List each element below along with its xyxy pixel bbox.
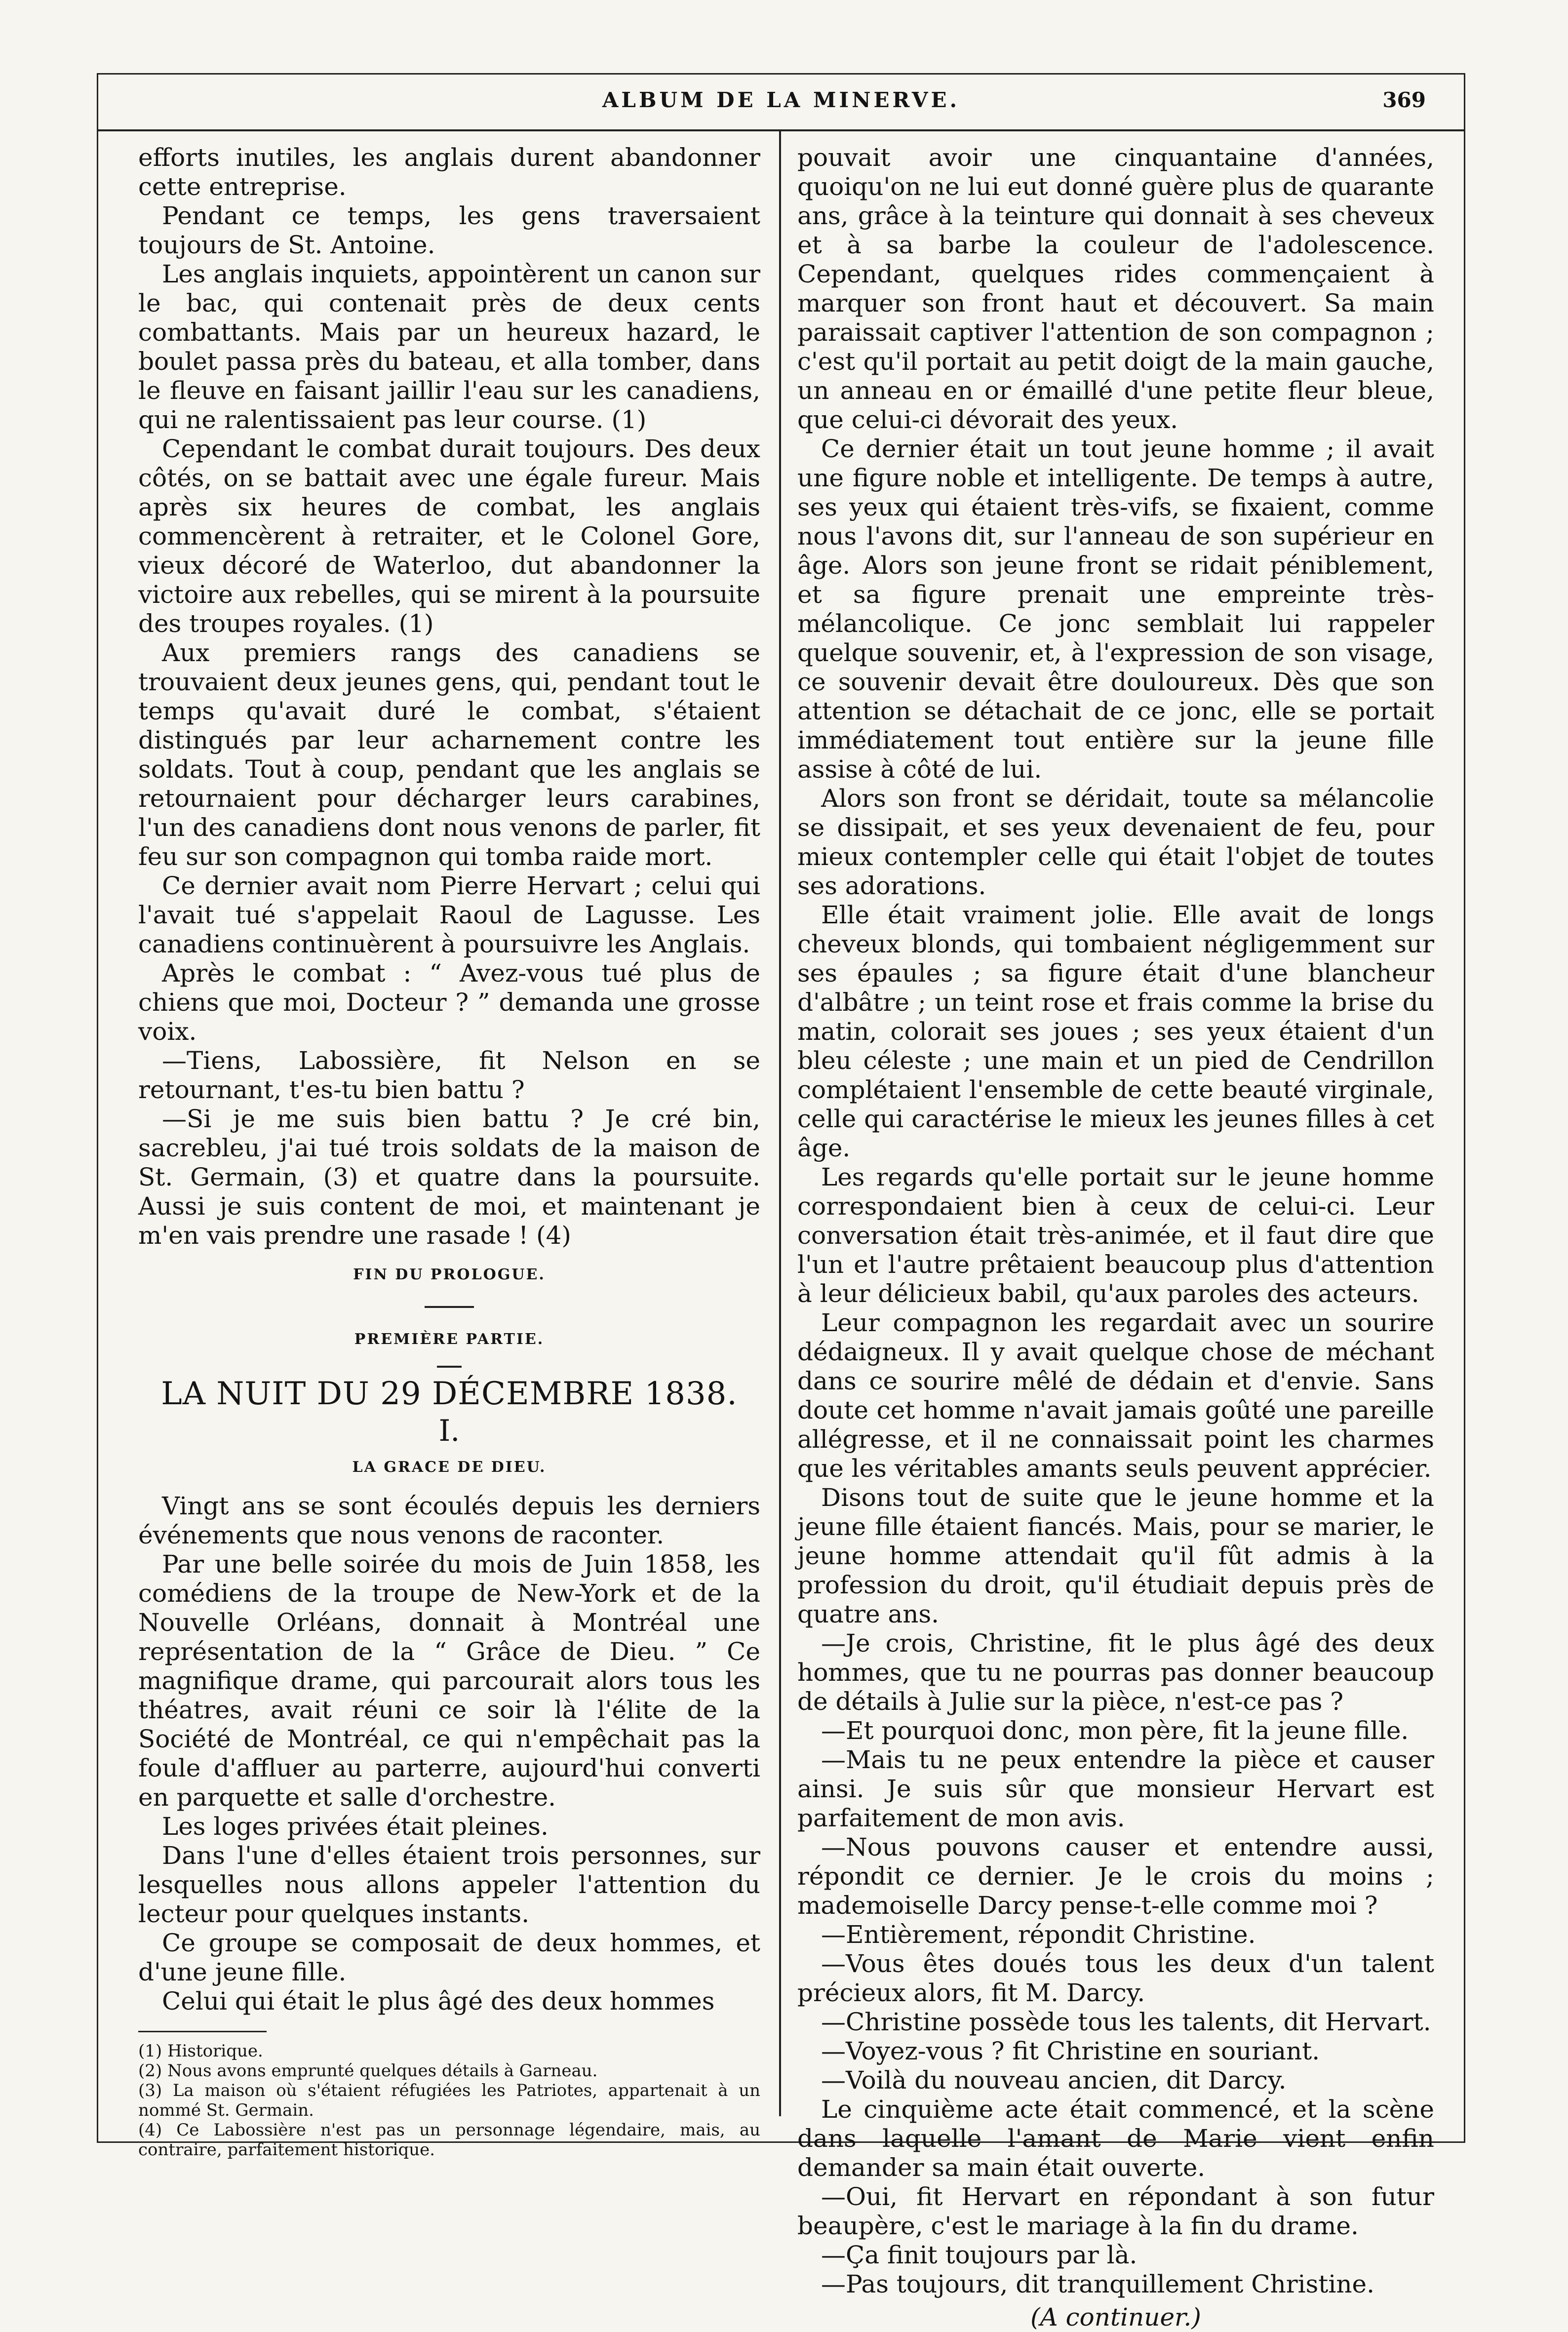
continuation-note: (A continuer.) — [1030, 2303, 1201, 2332]
paragraph: —Voyez-vous ? fit Christine en souriant. — [821, 2037, 1320, 2065]
fin-prologue-label: FIN DU PROLOGUE. — [353, 1266, 546, 1283]
paragraph: Alors son front se déridait, toute sa mélancolie se dissipait, et ses yeux devenaient de feu, pour mieux contempler celle qui était l'objet de toutes ses adorations. — [797, 784, 1434, 900]
paragraph: Elle était vraiment jolie. Elle avait de longs cheveux blonds, qui tombaient négligemment sur ses épaules ; sa figure était d'une blancheur d'albâtre ; un teint rose et frais comme la brise du matin, colorait ses joues ; ses yeux étaient d'un bleu céleste ; une main et un pied de Cendrillon complétaient l'ensemble de cette beauté virginale, celle qui caractérise le mieux les jeunes filles à cet âge. — [797, 901, 1434, 1162]
footnotes — [138, 2041, 760, 2160]
paragraph: —Tiens, Labossière, fit Nelson en se retournant, t'es-tu bien battu ? — [138, 1046, 760, 1104]
footnote: (4) Ce Labossière n'est pas un personnage légendaire, mais, au contraire, parfaitement historique. — [138, 2120, 760, 2160]
paragraph: —Vous êtes doués tous les deux d'un talent précieux alors, fit M. Darcy. — [797, 1949, 1434, 2007]
paragraph: Ce groupe se composait de deux hommes, et d'une jeune fille. — [138, 1929, 760, 1986]
right-paragraphs — [797, 143, 1434, 2299]
paragraph: —Christine possède tous les talents, dit Hervart. — [821, 2008, 1431, 2036]
page-header — [97, 73, 1465, 131]
chapter-number: I. — [438, 1414, 460, 1448]
paragraph: Aux premiers rangs des canadiens se trouvaient deux jeunes gens, qui, pendant tout le temps qu'avait duré le combat, s'étaient distingués par leur acharnement contre les soldats. Tout à coup, pendant que les anglais se retournaient pour décharger leurs carabines, l'un des canadiens dont nous venons de parler, fit feu sur son compagnon qui tomba raide mort. — [138, 638, 760, 871]
page-number: 369 — [1382, 88, 1426, 112]
paragraph: Par une belle soirée du mois de Juin 1858, les comédiens de la troupe de New-York et de la Nouvelle Orléans, donnait à Montréal une représentation de la “ Grâce de Dieu. ” Ce magnifique drame, qui parcourait alors tous les théatres, avait réuni ce soir là l'élite de la Société de Montréal, ce qui n'empêchait pas la foule d'affluer au parterre, aujourd'hui converti en parquette et salle d'orchestre. — [138, 1550, 760, 1812]
paragraph: —Nous pouvons causer et entendre aussi, répondit ce dernier. Je le crois du moins ; mademoiselle Darcy pense-t-elle comme moi ? — [797, 1833, 1434, 1920]
paragraph: Après le combat : “ Avez-vous tué plus de chiens que moi, Docteur ? ” demanda une grosse voix. — [138, 959, 760, 1046]
paragraph: —Entièrement, répondit Christine. — [821, 1920, 1256, 1949]
footnote: (1) Historique. — [138, 2041, 263, 2061]
left-paragraphs-chapter — [138, 1492, 760, 2016]
paragraph: —Ça finit toujours par là. — [821, 2241, 1137, 2269]
footnote: (2) Nous avons emprunté quelques détails à Garneau. — [138, 2061, 598, 2081]
left-paragraphs-prologue — [138, 143, 760, 1250]
part-title: LA NUIT DU 29 DÉCEMBRE 1838. — [161, 1376, 738, 1412]
chapter-title: LA GRACE DE DIEU. — [352, 1459, 547, 1476]
section-rule — [425, 1306, 474, 1308]
column-divider — [779, 131, 781, 2116]
paragraph: Celui qui était le plus âgé des deux hommes — [162, 1987, 715, 2016]
footnote-rule — [138, 2031, 267, 2032]
paragraph: Les regards qu'elle portait sur le jeune homme correspondaient bien à ceux de celui-ci. Leur conversation était très-animée, et il faut dire que l'un et l'autre prêtaient beaucoup plus d'attention à leur délicieux babil, qu'aux paroles des acteurs. — [797, 1163, 1434, 1308]
paragraph: Les loges privées était pleines. — [162, 1812, 549, 1841]
paragraph: Pendant ce temps, les gens traversaient toujours de St. Antoine. — [138, 201, 760, 259]
footnote: (3) La maison où s'étaient réfugiées les Patriotes, appartenait à un nommé St. Germain. — [138, 2081, 760, 2120]
small-rule — [437, 1366, 462, 1368]
paragraph: Disons tout de suite que le jeune homme et la jeune fille étaient fiancés. Mais, pour se marier, le jeune homme attendait qu'il fût admis à la profession du droit, qu'il étudiait depuis près de quatre ans. — [797, 1483, 1434, 1628]
paragraph: —Et pourquoi donc, mon père, fit la jeune fille. — [821, 1716, 1409, 1745]
paragraph: efforts inutiles, les anglais durent abandonner cette entreprise. — [138, 143, 760, 201]
paragraph: Cependant le combat durait toujours. Des deux côtés, on se battait avec une égale fureur. Mais après six heures de combat, les anglais commencèrent à retraiter, et le Colonel Gore, vieux décoré de Waterloo, dut abandonner la victoire aux rebelles, qui se mirent à la poursuite des troupes royales. (1) — [138, 435, 760, 638]
paragraph: Vingt ans se sont écoulés depuis les derniers événements que nous venons de raconter. — [138, 1492, 760, 1549]
paragraph: Dans l'une d'elles étaient trois personnes, sur lesquelles nous allons appeler l'attention du lecteur pour quelques instants. — [138, 1841, 760, 1928]
paragraph: pouvait avoir une cinquantaine d'années, quoiqu'on ne lui eut donné guère plus de quarante ans, grâce à la teinture qui donnait à ses cheveux et à sa barbe la couleur de l'adolescence. Cependant, quelques rides commençaient à marquer son front haut et découvert. Sa main paraissait captiver l'attention de son compagnon ; c'est qu'il portait au petit doigt de la main gauche, un anneau en or émaillé d'une petite fleur bleue, que celui-ci dévorait des yeux. — [797, 143, 1434, 434]
paragraph: Ce dernier avait nom Pierre Hervart ; celui qui l'avait tué s'appelait Raoul de Lagusse. Les canadiens continuèrent à poursuivre les Anglais. — [138, 871, 760, 958]
paragraph: —Pas toujours, dit tranquillement Christine. — [821, 2270, 1375, 2298]
paragraph: —Si je me suis bien battu ? Je cré bin, sacrebleu, j'ai tué trois soldats de la maison de St. Germain, (3) et quatre dans la poursuite. Aussi je suis content de moi, et maintenant je m'en vais prendre une rasade ! (4) — [138, 1105, 760, 1250]
paragraph: —Je crois, Christine, fit le plus âgé des deux hommes, que tu ne pourras pas donner beaucoup de détails à Julie sur la pièce, n'est-ce pas ? — [797, 1629, 1434, 1716]
right-column — [797, 143, 1434, 2332]
paragraph: Leur compagnon les regardait avec un sourire dédaigneux. Il y avait quelque chose de méchant dans ce sourire mêlé de dédain et d'envie. Sans doute cet homme n'avait jamais goûté une pareille allégresse, et il ne connaissait point les charmes que les véritables amants seuls peuvent apprécier. — [797, 1308, 1434, 1483]
left-column — [138, 143, 760, 2160]
paragraph: Les anglais inquiets, appointèrent un canon sur le bac, qui contenait près de deux cents combattants. Mais par un heureux hazard, le boulet passa près du bateau, et alla tomber, dans le fleuve en faisant jaillir l'eau sur les canadiens, qui ne ralentissaient pas leur course. (1) — [138, 260, 760, 434]
paragraph: Le cinquième acte était commencé, et la scène dans laquelle l'amant de Marie vient enfin demander sa main était ouverte. — [797, 2095, 1434, 2182]
premiere-partie-label: PREMIÈRE PARTIE. — [354, 1331, 545, 1348]
paragraph: —Oui, fit Hervart en répondant à son futur beaupère, c'est le mariage à la fin du drame. — [797, 2182, 1434, 2240]
paragraph: —Voilà du nouveau ancien, dit Darcy. — [821, 2066, 1287, 2095]
header-title: ALBUM DE LA MINERVE. — [602, 88, 960, 112]
paragraph: Ce dernier était un tout jeune homme ; il avait une figure noble et intelligente. De temps à autre, ses yeux qui étaient très-vifs, se fixaient, comme nous l'avons dit, sur l'anneau de son supérieur en âge. Alors son jeune front se ridait péniblement, et sa figure prenait une empreinte très-mélancolique. Ce jonc semblait lui rappeler quelque souvenir, et, à l'expression de son visage, ce souvenir devait être douloureux. Dès que son attention se détachait de ce jonc, elle se portait immédiatement tout entière sur la jeune fille assise à côté de lui. — [797, 435, 1434, 784]
paragraph: —Mais tu ne peux entendre la pièce et causer ainsi. Je suis sûr que monsieur Hervart est parfaitement de mon avis. — [797, 1745, 1434, 1832]
